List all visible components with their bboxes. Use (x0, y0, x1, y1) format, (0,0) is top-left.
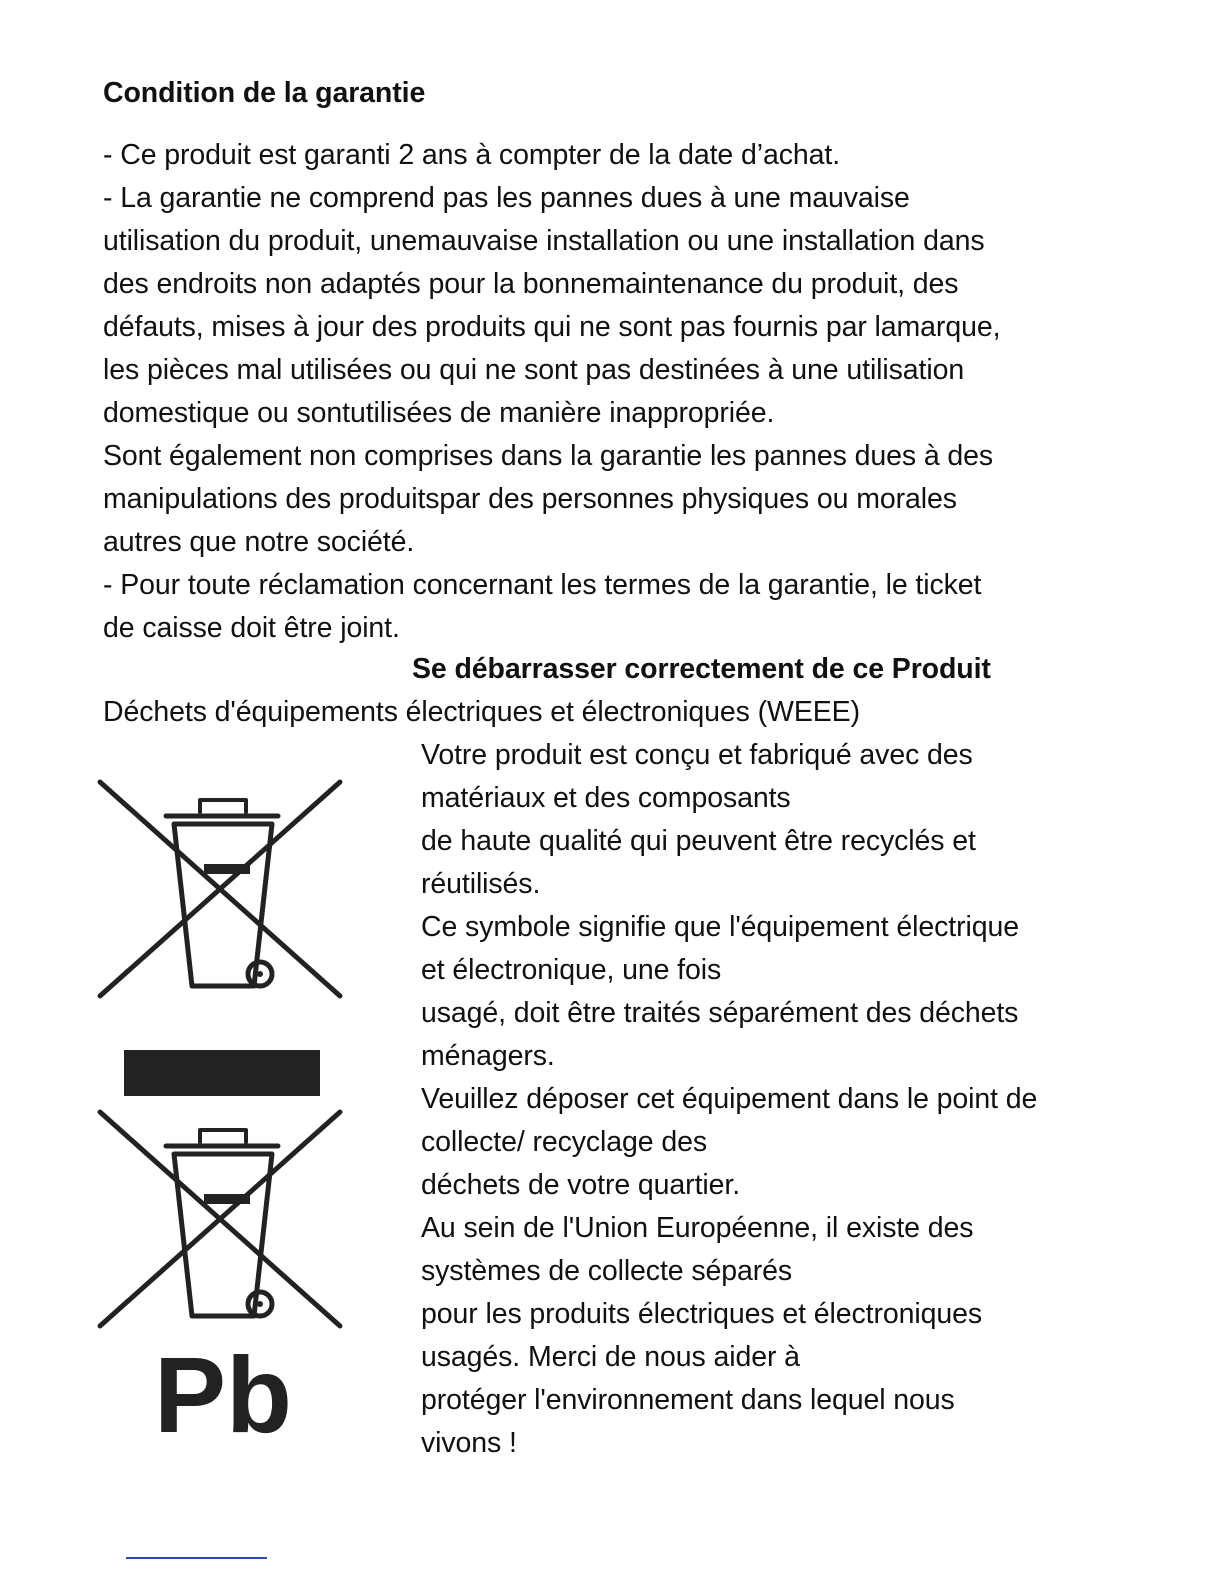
warranty-line: autres que notre société. (103, 526, 415, 558)
warranty-line: de caisse doit être joint. (103, 612, 400, 644)
disposal-line: usagé, doit être traités séparément des déchets (421, 997, 1019, 1029)
warranty-line: manipulations des produitspar des personnes physiques ou morales (103, 483, 957, 515)
disposal-line: protéger l'environnement dans lequel nous (421, 1384, 955, 1416)
disposal-subtitle: Déchets d'équipements électriques et électroniques (WEEE) (103, 696, 860, 728)
disposal-line: usagés. Merci de nous aider à (421, 1341, 800, 1373)
weee-symbols (78, 760, 368, 1460)
crossed-bin-icon (100, 782, 340, 996)
warranty-line: défauts, mises à jour des produits qui ne sont pas fournis par lamarque, (103, 311, 1001, 343)
disposal-line: Veuillez déposer cet équipement dans le point de (421, 1083, 1038, 1115)
warranty-line: - La garantie ne comprend pas les pannes dues à une mauvaise (103, 182, 910, 214)
disposal-line: et électronique, une fois (421, 954, 722, 986)
crossed-bin-icon (100, 1112, 340, 1326)
warranty-line: des endroits non adaptés pour la bonnemaintenance du produit, des (103, 268, 959, 300)
disposal-line: Au sein de l'Union Européenne, il existe des (421, 1212, 974, 1244)
disposal-line: matériaux et des composants (421, 782, 791, 814)
warranty-line: Sont également non comprises dans la garantie les pannes dues à des (103, 440, 994, 472)
disposal-line: réutilisés. (421, 868, 541, 900)
lead-symbol-label: Pb (153, 1334, 293, 1455)
warranty-line: - Ce produit est garanti 2 ans à compter de la date d’achat. (103, 139, 841, 171)
disposal-line: systèmes de collecte séparés (421, 1255, 793, 1287)
disposal-line: vivons ! (421, 1427, 517, 1459)
disposal-line: déchets de votre quartier. (421, 1169, 741, 1201)
footer-rule (126, 1557, 267, 1559)
warranty-line: domestique ou sontutilisées de manière inappropriée. (103, 397, 775, 429)
warranty-line: - Pour toute réclamation concernant les termes de la garantie, le ticket (103, 569, 982, 601)
warranty-title: Condition de la garantie (103, 77, 426, 109)
disposal-line: collecte/ recyclage des (421, 1126, 708, 1158)
disposal-title: Se débarrasser correctement de ce Produit (412, 653, 991, 685)
disposal-line: Votre produit est conçu et fabriqué avec des (421, 739, 973, 771)
disposal-line: Ce symbole signifie que l'équipement électrique (421, 911, 1020, 943)
bar-icon (124, 1050, 320, 1096)
disposal-line: pour les produits électriques et électroniques (421, 1298, 982, 1330)
disposal-line: ménagers. (421, 1040, 555, 1072)
warranty-line: les pièces mal utilisées ou qui ne sont pas destinées à une utilisation (103, 354, 965, 386)
disposal-line: de haute qualité qui peuvent être recyclés et (421, 825, 976, 857)
warranty-line: utilisation du produit, unemauvaise installation ou une installation dans (103, 225, 985, 257)
